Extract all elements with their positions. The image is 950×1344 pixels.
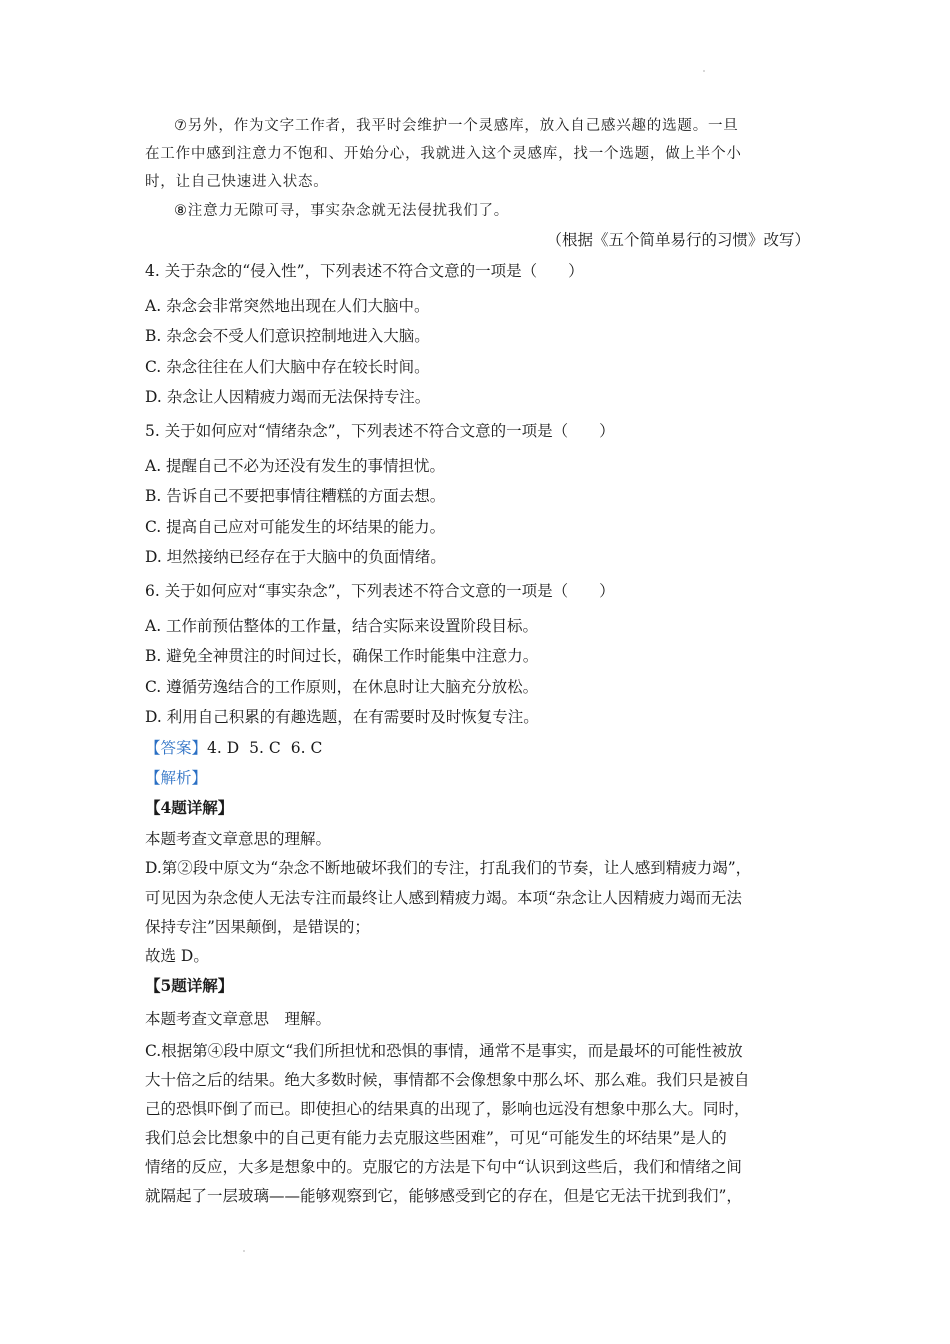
- answer-line: [145, 737, 322, 759]
- q5-analysis-line-1: 本题考查文章意思 理解。: [145, 1010, 332, 1028]
- question-5-option-a: A. 提醒自己不必为还没有发生的事情担忧。: [145, 457, 446, 475]
- question-5-option-c: C. 提高自己应对可能发生的坏结果的能力。: [145, 518, 446, 536]
- question-6-option-d: D. 利用自己积累的有趣选题，在有需要时及时恢复专注。: [145, 708, 539, 726]
- passage-p7-line3: 时，让自己快速进入状态。: [145, 174, 329, 190]
- question-5-option-b: B. 告诉自己不要把事情往糟糕的方面去想。: [145, 487, 446, 505]
- question-4-stem: 4. 关于杂念的“侵入性”，下列表述不符合文意的一项是（ ）: [145, 262, 584, 280]
- passage-source: （根据《五个简单易行的习惯》改写）: [546, 231, 810, 249]
- answer-4: 4. D: [207, 739, 240, 757]
- q5-analysis-line-7: 就隔起了一层玻璃——能够观察到它，能够感受到它的存在，但是它无法干扰到我们”，: [145, 1187, 742, 1205]
- analysis-label: 【解析】: [145, 769, 208, 787]
- q5-analysis-line-6: 情绪的反应，大多是想象中的。克服它的方法是下句中“认识到这些后，我们和情绪之间: [145, 1158, 742, 1176]
- q4-analysis-line-3: 可见因为杂念使人无法专注而最终让人感到精疲力竭。本项“杂念让人因精疲力竭而无法: [145, 889, 742, 907]
- question-4-option-d: D. 杂念让人因精疲力竭而无法保持专注。: [145, 388, 431, 406]
- answer-label: 【答案】: [145, 739, 208, 757]
- question-4-option-c: C. 杂念往往在人们大脑中存在较长时间。: [145, 358, 430, 376]
- q4-analysis-line-5: 故选 D。: [145, 947, 209, 965]
- question-6-option-b: B. 避免全神贯注的时间过长，确保工作时能集中注意力。: [145, 647, 539, 665]
- answer-6: 6. C: [290, 739, 323, 757]
- q4-analysis-line-1: 本题考查文章意思的理解。: [145, 830, 332, 848]
- question-6-stem: 6. 关于如何应对“事实杂念”，下列表述不符合文意的一项是（ ）: [145, 582, 615, 600]
- passage-p8: ⑧注意力无隙可寻，事实杂念就无法侵扰我们了。: [174, 203, 510, 219]
- question-5-stem: 5. 关于如何应对“情绪杂念”，下列表述不符合文意的一项是（ ）: [145, 422, 615, 440]
- answer-5: 5. C: [249, 739, 281, 757]
- q4-analysis-line-2: D.第②段中原文为“杂念不断地破坏我们的专注，打乱我们的节奏，让人感到精疲力竭”，: [145, 859, 752, 877]
- q4-analysis-line-4: 保持专注”因果颠倒，是错误的；: [145, 918, 370, 936]
- q5-analysis-line-5: 我们总会比想象中的自己更有能力去克服这些困难”，可见“可能发生的坏结果”是人的: [145, 1129, 727, 1147]
- scan-mark: [703, 70, 705, 72]
- question-6-option-a: A. 工作前预估整体的工作量，结合实际来设置阶段目标。: [145, 617, 539, 635]
- q5-analysis-header: 【5题详解】: [145, 976, 234, 995]
- question-4-option-a: A. 杂念会非常突然地出现在人们大脑中。: [145, 297, 430, 315]
- q5-analysis-line-3: 大十倍之后的结果。绝大多数时候，事情都不会像想象中那么坏、那么难。我们只是被自: [145, 1071, 750, 1089]
- q5-analysis-line-4: 己的恐惧吓倒了而已。即使担心的结果真的出现了，影响也远没有想象中那么大。同时，: [145, 1100, 750, 1118]
- q4-analysis-header: 【4题详解】: [145, 798, 234, 817]
- question-5-option-d: D. 坦然接纳已经存在于大脑中的负面情绪。: [145, 548, 446, 566]
- passage-p7-line1: ⑦另外，作为文字工作者，我平时会维护一个灵感库，放入自己感兴趣的选题。一旦: [174, 118, 739, 134]
- passage-p7-line2: 在工作中感到注意力不饱和、开始分心，我就进入这个灵感库，找一个选题，做上半个小: [145, 146, 742, 162]
- question-6-option-c: C. 遵循劳逸结合的工作原则，在休息时让大脑充分放松。: [145, 678, 539, 696]
- scan-mark: [243, 1250, 245, 1252]
- q5-analysis-line-2: C.根据第④段中原文“我们所担忧和恐惧的事情，通常不是事实，而是最坏的可能性被放: [145, 1042, 743, 1060]
- question-4-option-b: B. 杂念会不受人们意识控制地进入大脑。: [145, 327, 430, 345]
